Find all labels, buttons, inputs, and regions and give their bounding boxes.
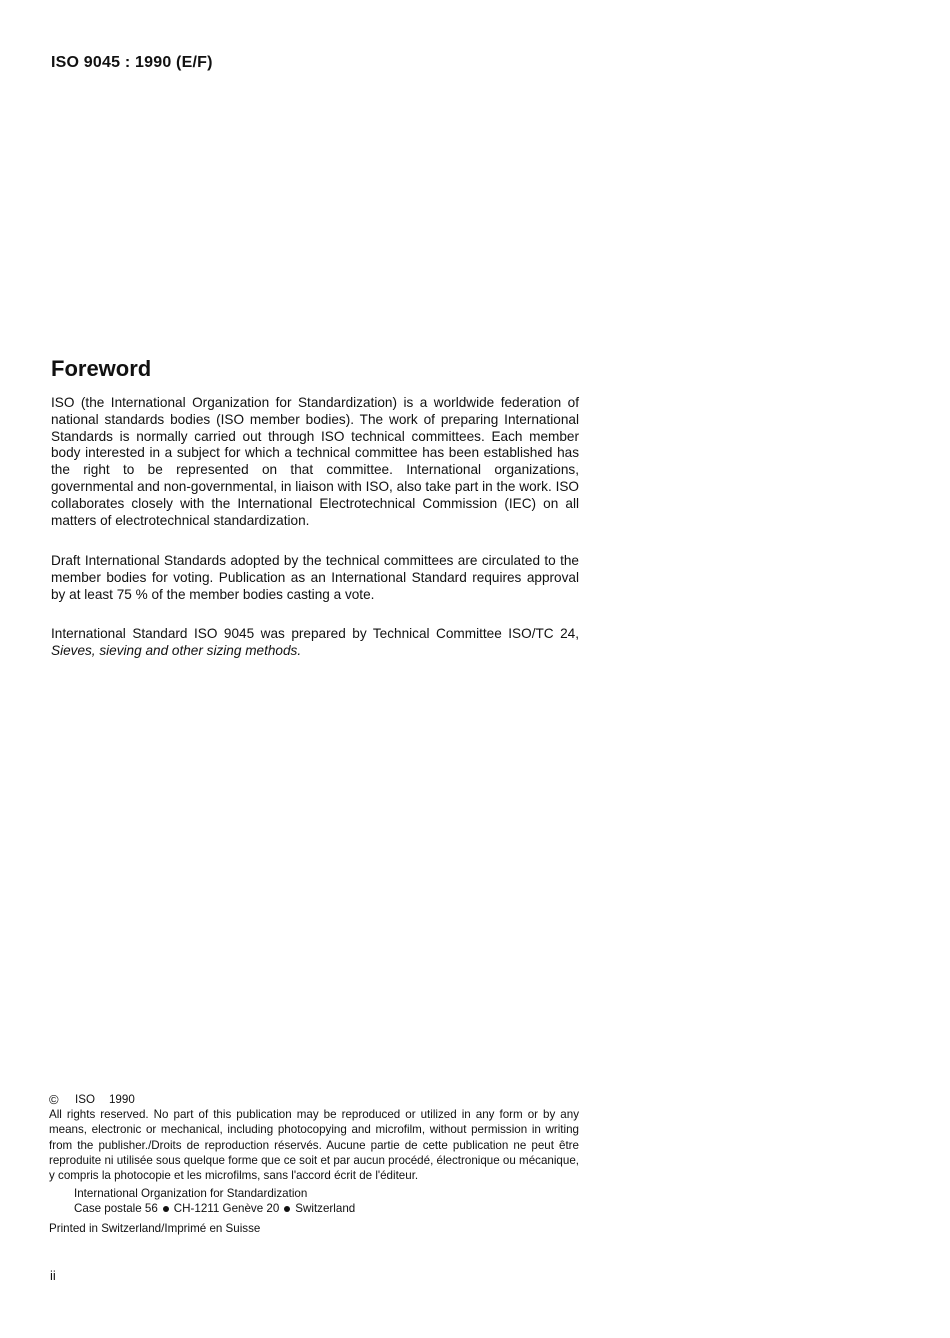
foreword-heading: Foreword [51,356,152,381]
document-id: ISO 9045 : 1990 (E/F) [51,54,213,71]
page-number: ii [50,1268,56,1283]
address-city: CH-1211 Genève 20 [173,1202,280,1216]
publisher-address [74,1186,579,1216]
committee-title: Sieves, sieving and other sizing methods. [51,642,302,658]
copyright-line [49,1092,579,1107]
foreword-paragraph-1: ISO (the International Organization for Standardization) is a worldwide federation of national standards bodies (ISO member bodies). The work of preparing International Standards is normally carried out through ISO technical committees. Each member body interested in a subject for which a technical committee has been established has the right to be represented on that committee. International organizations, governmental and non-governmental, in liaison with ISO, also take part in the work. ISO collaborates closely with the International Electrotechnical Commission (IEC) on all matters of electrotechnical standardization. [51,395,579,528]
rights-statement: All rights reserved. No part of this publication may be reproduced or utilized in any form or by any means, electronic or mechanical, including photocopying and microfilm, without permission in writing from the publisher./Droits de reproduction réservés. Aucune partie de cette publication ne peut être reproduite ni utilisée sous quelque forme que ce soit et par aucun procédé, électronique ou mécanique, y compris la photocopie et les microfilms, sans l'accord écrit de l'éditeur. [49,1108,579,1183]
bullet-icon [163,1206,169,1212]
copyright-year: 1990 [108,1093,135,1106]
bullet-icon [284,1206,290,1212]
address-line [74,1201,579,1216]
printed-in: Printed in Switzerland/Imprimé en Suisse [49,1221,261,1235]
address-country: Switzerland [295,1202,356,1216]
foreword-paragraph-3 [51,626,579,660]
address-postbox: Case postale 56 [74,1202,158,1216]
foreword-paragraph-2: Draft International Standards adopted by the technical committees are circulated to the member bodies for voting. Publication as an International Standard requires approval by at least 75 % of the member bodies casting a vote. [51,553,579,602]
copyright-block [49,1092,579,1236]
address-organization: International Organization for Standardization [74,1187,308,1201]
copyright-icon: © [49,1092,59,1107]
copyright-org: ISO [75,1093,95,1106]
foreword-paragraph-3-text: International Standard ISO 9045 was prepared by Technical Committee ISO/TC 24, [51,626,579,641]
